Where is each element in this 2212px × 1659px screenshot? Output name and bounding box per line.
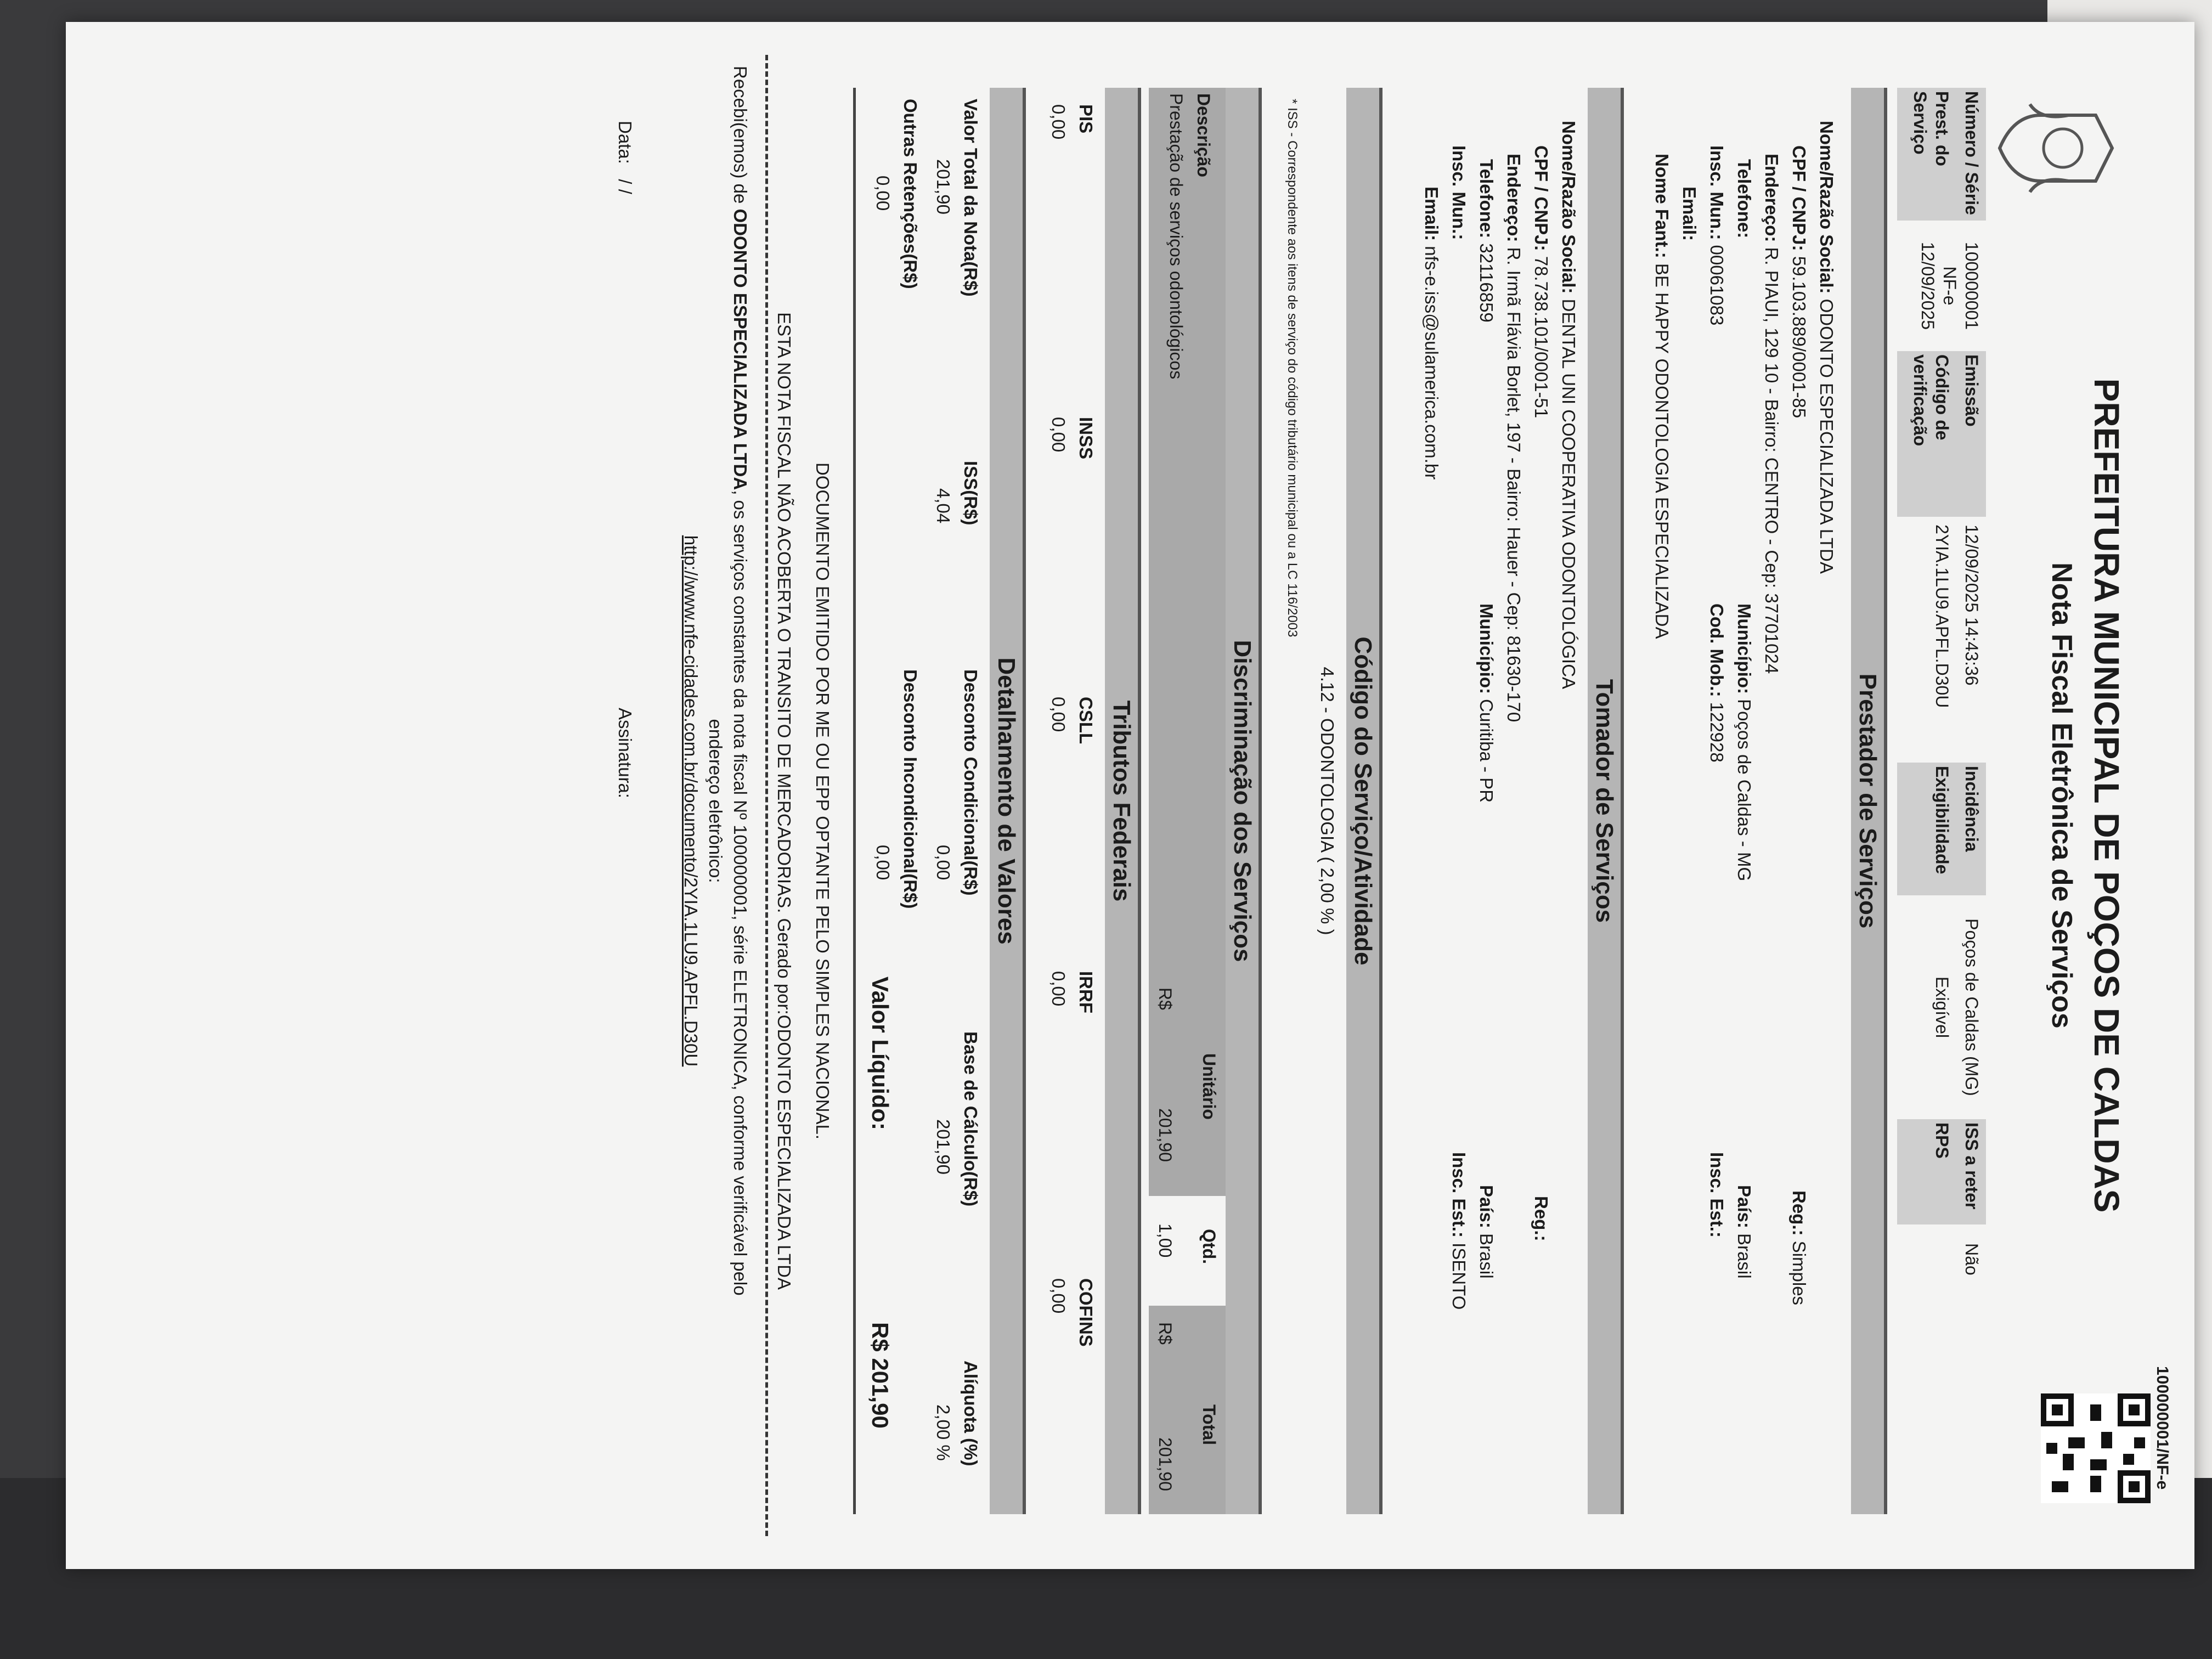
tomador-cnpj-row [1530, 145, 1553, 418]
discriminacao-table [1149, 88, 1226, 1514]
tributo-pis-value: 0,00 [1048, 104, 1069, 140]
tomador-nome-row [1558, 121, 1580, 689]
valor-total-label: Valor Total da Nota(R$) [961, 99, 981, 297]
numero-label: Número / Série [1962, 91, 1982, 215]
desc-cond-label: Desconto Condicional(R$) [961, 669, 981, 896]
tomador-pais-row [1475, 1185, 1498, 1279]
outras-retencoes-value: 0,00 [873, 176, 893, 211]
recebi-company: ODONTO ESPECIALIZADA LTDA [730, 208, 751, 490]
prest-value: 12/09/2025 [1918, 241, 1938, 330]
valor-liquido-label: Valor Líquido: [867, 977, 893, 1130]
valor-liquido: R$ 201,90 [867, 1322, 893, 1429]
aliquota-label: Alíquota (%) [961, 1361, 981, 1466]
prestador-nome-label: Nome/Razão Social: [1816, 121, 1837, 294]
iss-label: ISS(R$) [961, 461, 981, 526]
invoice-document [66, 22, 2194, 1569]
document-subtitle: Nota Fiscal Eletrônica de Serviços [2046, 562, 2078, 1029]
tomador-endereco: R. Irmã Flávia Borlet, 197 - Bairro: Hauer - Cep: 81630-170 [1504, 247, 1524, 723]
prestador-section-title: Prestador de Serviços [1851, 88, 1887, 1514]
tomador-email-row [1420, 187, 1443, 479]
footer-simples: DOCUMENTO EMITIDO POR ME OU EPP OPTANTE PELO SIMPLES NACIONAL. [812, 462, 833, 1140]
col-qtd: Qtd. [1199, 1229, 1219, 1264]
outras-retencoes-label: Outras Retenções(R$) [900, 99, 921, 289]
currency-unitario: R$ [1155, 988, 1175, 1010]
row-qtd: 1,00 [1155, 1223, 1175, 1258]
data-label: Data: [615, 121, 635, 164]
emissao-label: Emissão [1962, 354, 1982, 427]
tomador-municipio-label: Município: [1476, 603, 1497, 694]
prestador-telefone-row [1733, 159, 1756, 238]
prestador-endereco: R. PIAUI, 129 10 - Bairro: CENTRO - Cep: 37701024 [1762, 247, 1782, 674]
prestador-cnpj: 59.103.889/0001-85 [1789, 256, 1809, 419]
data-value: / / [615, 179, 635, 194]
prestador-insc-est-label: Insc. Est.: [1707, 1152, 1727, 1238]
discriminacao-title: Discriminação dos Serviços [1226, 88, 1262, 1514]
prestador-reg: Simples [1789, 1240, 1809, 1306]
desc-cond-value: 0,00 [933, 845, 953, 881]
numero-value: 100000001 [1962, 241, 1982, 330]
codigo-label: Código de verificação [1910, 354, 1952, 447]
prestador-municipio-label: Município: [1734, 603, 1754, 694]
prestador-municipio: Poços de Caldas - MG [1734, 699, 1754, 882]
tomador-insc-est-row [1448, 1152, 1470, 1310]
tributo-inss-label: INSS [1076, 417, 1096, 460]
tributo-csll-value: 0,00 [1048, 697, 1069, 732]
aliquota-value: 2,00 % [933, 1404, 953, 1461]
prestador-fantasia-row [1651, 154, 1673, 639]
tomador-insc-mun-row [1448, 145, 1470, 240]
tomador-endereco-label: Endereço: [1504, 154, 1524, 242]
emissao-value: 12/09/2025 14:43:36 [1962, 524, 1982, 686]
tomador-telefone-label: Telefone: [1476, 159, 1497, 239]
tributo-irrf-value: 0,00 [1048, 971, 1069, 1007]
prestador-cod-mob-row [1706, 603, 1728, 763]
numero-value-box [1914, 225, 1986, 347]
row-total: 201,90 [1155, 1437, 1175, 1491]
prestador-reg-label: Reg.: [1789, 1190, 1809, 1236]
verification-link[interactable]: http://www.nfe-cidades.com.br/documento/2YIA.1LU9.APFL.D30U [681, 535, 701, 1067]
prestador-endereco-row [1760, 154, 1783, 674]
tomador-pais-label: País: [1476, 1185, 1497, 1228]
tributo-cofins-label: COFINS [1076, 1278, 1096, 1347]
codigo-servico-value: 4.12 - ODONTOLOGIA ( 2,00 % ) [1317, 667, 1338, 935]
tomador-telefone-row [1475, 159, 1498, 323]
valor-total: 201,90 [933, 159, 953, 215]
qtd-column [1149, 1196, 1226, 1306]
currency-total: R$ [1155, 1322, 1175, 1345]
base-calculo-label: Base de Cálculo(R$) [961, 1031, 981, 1207]
col-unitario: Unitário [1199, 1053, 1219, 1120]
row-descricao: Prestação de serviços odontológicos [1166, 93, 1186, 380]
prestador-insc-mun-label: Insc. Mun.: [1707, 145, 1727, 240]
prestador-pais-row [1733, 1185, 1756, 1279]
prestador-telefone-label: Telefone: [1734, 159, 1754, 239]
tributo-csll-label: CSLL [1076, 697, 1096, 744]
tributo-pis-label: PIS [1076, 104, 1096, 134]
prestador-endereco-label: Endereço: [1762, 154, 1782, 242]
desc-incond-label: Desconto Incondicional(R$) [900, 669, 921, 909]
tributo-cofins-value: 0,00 [1048, 1278, 1069, 1314]
codigo-value: 2YIA.1LU9.APFL.D30U [1932, 524, 1952, 708]
prestador-fantasia-label: Nome Fant.: [1652, 154, 1672, 258]
tomador-insc-est: ISENTO [1449, 1243, 1469, 1310]
tributos-title: Tributos Federais [1105, 88, 1141, 1514]
emissao-value-box [1928, 521, 1986, 758]
prestador-fantasia: BE HAPPY ODONTOLOGIA ESPECIALIZADA [1652, 263, 1672, 639]
prestador-email-label: Email: [1679, 187, 1700, 241]
prestador-nome: ODONTO ESPECIALIZADA LTDA [1816, 298, 1837, 574]
assinatura-label: Assinatura: [615, 708, 635, 799]
iss-reter-label-box [1897, 1119, 1986, 1224]
incidencia-label: Incidência [1962, 766, 1982, 852]
serie-value: NF-e [1940, 266, 1960, 306]
exigibilidade-value: Exigível [1932, 976, 1952, 1039]
tomador-municipio-row [1475, 603, 1498, 803]
prestador-cod-mob: 122928 [1707, 702, 1727, 763]
tomador-telefone: 32116859 [1476, 243, 1497, 323]
prestador-cnpj-label: CPF / CNPJ: [1789, 145, 1809, 251]
tributo-inss-value: 0,00 [1048, 417, 1069, 453]
desc-incond-value: 0,00 [873, 845, 893, 881]
exigibilidade-label: Exigibilidade [1932, 766, 1952, 874]
tomador-nome: DENTAL UNI COOPERATIVA ODONTOLÓGICA [1559, 298, 1579, 690]
valores-bottom-rule [853, 88, 856, 1514]
tomador-email: nfs-e.iss@sulamerica.com.br [1421, 246, 1442, 480]
rps-label: RPS [1932, 1122, 1952, 1159]
tomador-endereco-row [1503, 154, 1525, 722]
prestador-insc-mun-row [1706, 145, 1728, 325]
tomador-pais: Brasil [1476, 1233, 1497, 1279]
tomador-insc-mun-label: Insc. Mun.: [1449, 145, 1469, 240]
row-unitario: 201,90 [1155, 1108, 1175, 1162]
tomador-reg-label: Reg.: [1531, 1196, 1551, 1242]
prestador-insc-est-row [1706, 1152, 1728, 1238]
tributo-irrf-label: IRRF [1076, 971, 1096, 1013]
tomador-municipio: Curitiba - PR [1476, 699, 1497, 803]
tomador-section-title: Tomador de Serviços [1588, 88, 1624, 1514]
footer-recebi [729, 66, 752, 1296]
iss-reter-value: Não [1962, 1243, 1982, 1276]
col-descricao: Descrição [1194, 93, 1214, 177]
incidencia-label-box [1897, 763, 1986, 895]
valores-title: Detalhamento de Valores [990, 88, 1026, 1514]
incidencia-value-box [1928, 900, 1986, 1115]
prestador-pais: Brasil [1734, 1233, 1754, 1279]
emissao-label-box [1897, 351, 1986, 517]
prestador-pais-label: País: [1734, 1185, 1754, 1228]
invoice-header-grid [1898, 88, 1986, 1514]
tomador-insc-est-label: Insc. Est.: [1449, 1152, 1469, 1238]
tomador-nome-label: Nome/Razão Social: [1559, 121, 1579, 294]
cut-line [765, 55, 768, 1536]
codigo-servico-note: * ISS - Correspondente aos itens de serviço do código tributário municipal ou a LC 116/2003 [1285, 99, 1300, 637]
prestador-insc-mun: 00061083 [1707, 245, 1727, 326]
recebi-rest: , os serviços constantes da nota fiscal Nº 100000001, série ELETRONICA, conforme verificável pelo [730, 490, 751, 1296]
document-title: PREFEITURA MUNICIPAL DE POÇOS DE CALDAS [2087, 378, 2126, 1213]
prestador-municipio-row [1733, 603, 1756, 881]
recebi-prefix: Recebi(emos) de [730, 66, 751, 204]
footer-mercadorias: ESTA NOTA FISCAL NÃO ACOBERTA O TRANSITO DE MERCADORIAS. Gerado por:ODONTO ESPECIALIZADA LTDA [774, 312, 794, 1290]
footer-recebi-line2: endereço eletrônico: [706, 719, 726, 883]
incidencia-value: Poços de Caldas (MG) [1962, 918, 1982, 1096]
numero-label-box [1897, 88, 1986, 221]
tomador-email-label: Email: [1421, 187, 1442, 241]
iss-value: 4,04 [933, 488, 953, 524]
qr-label: 100000001/NF-e [2153, 1366, 2171, 1490]
iss-reter-label: ISS a reter [1962, 1122, 1982, 1210]
prestador-reg-row [1788, 1190, 1810, 1305]
prest-label: Prest. do Serviço [1910, 91, 1952, 166]
col-total: Total [1199, 1404, 1219, 1446]
prestador-nome-row [1815, 121, 1838, 574]
tomador-cnpj-label: CPF / CNPJ: [1531, 145, 1551, 251]
prestador-email-row [1678, 187, 1701, 241]
base-calculo-value: 201,90 [933, 1119, 953, 1175]
prestador-cnpj-row [1788, 145, 1810, 418]
tomador-reg-row [1530, 1196, 1553, 1242]
tomador-cnpj: 78.738.101/0001-51 [1531, 256, 1551, 419]
data-row [614, 121, 636, 194]
codigo-servico-title: Código do Serviço/Atividade [1346, 88, 1383, 1514]
prestador-cod-mob-label: Cod. Mob.: [1707, 603, 1727, 697]
